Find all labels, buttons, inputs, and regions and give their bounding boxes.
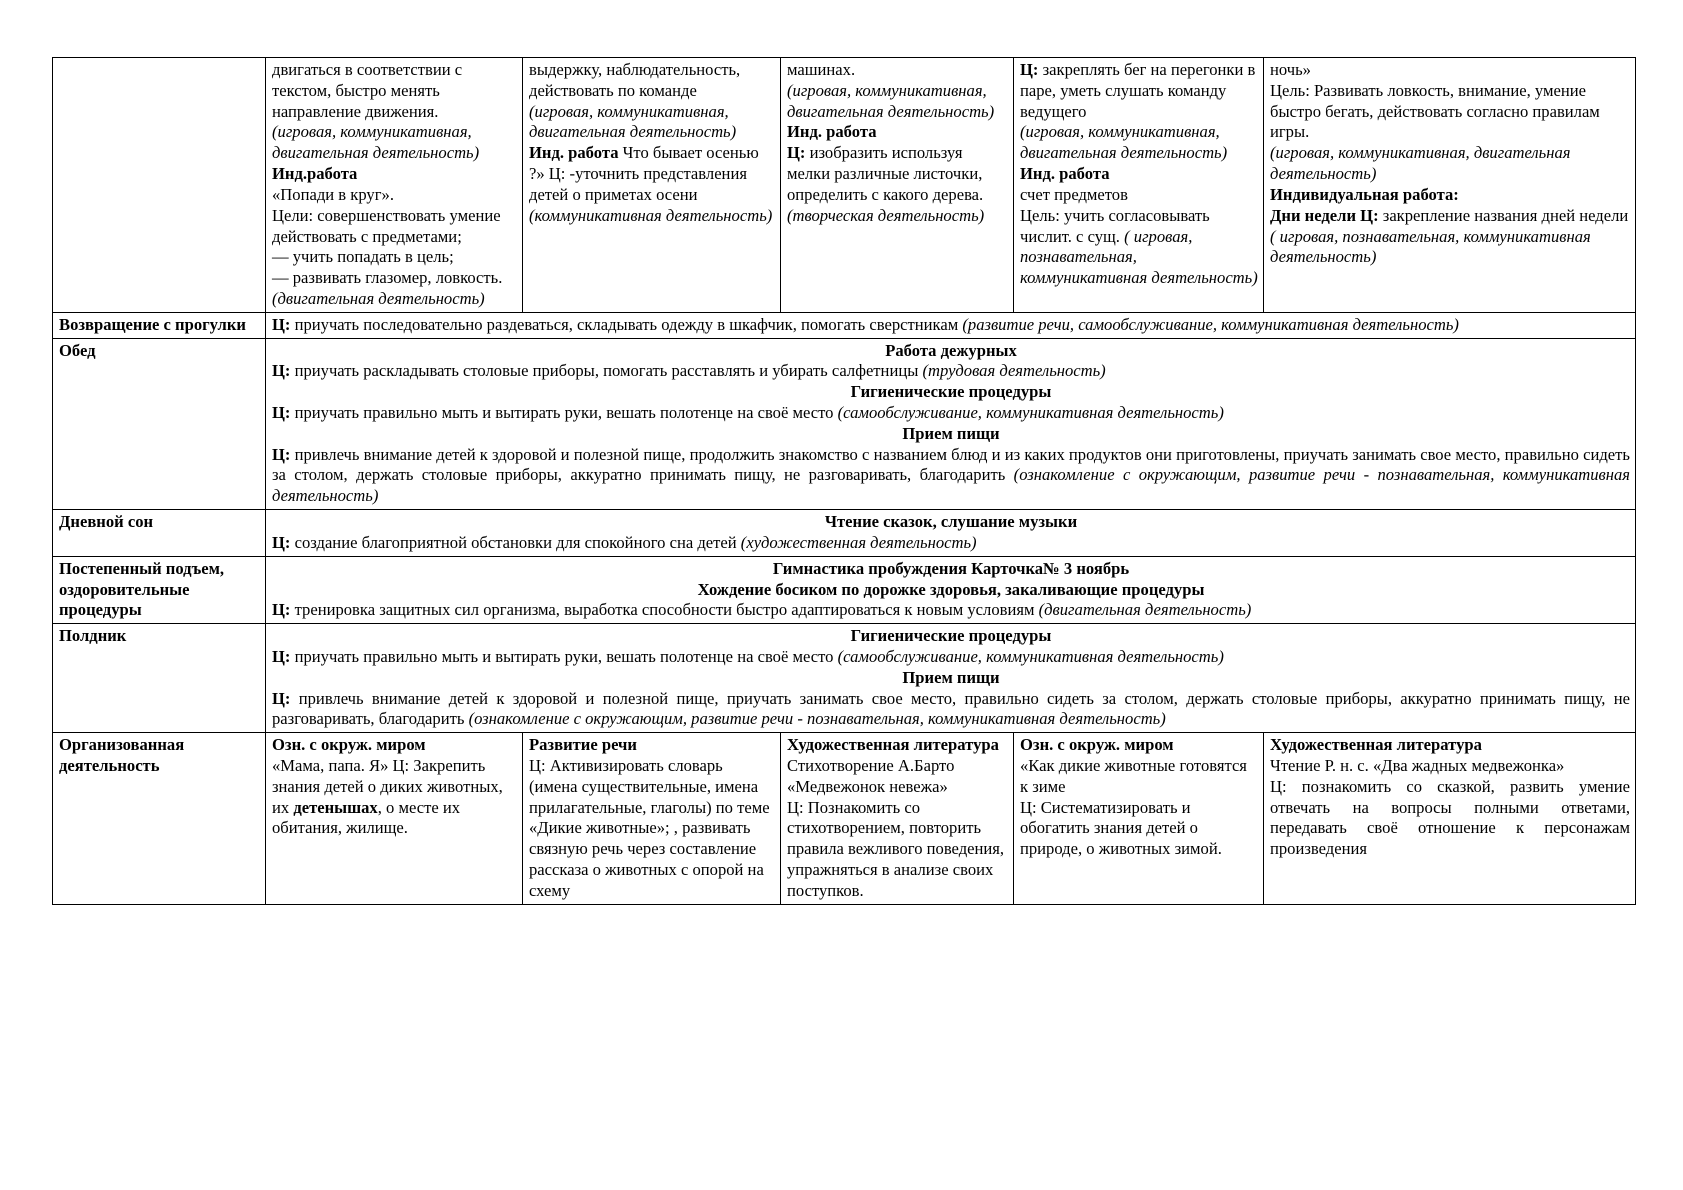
org-col1-heading: Озн. с окруж. миром bbox=[272, 735, 426, 755]
walk-col5-line5-italic: ( игровая, познавательная, коммуникативная деятельность) bbox=[1270, 226, 1591, 267]
walk-col1-line7 bbox=[272, 268, 517, 310]
gradual-rise-body bbox=[272, 600, 1630, 621]
org-col2-body: Ц: Активизировать словарь (имена существительные, имена прилагательные, глаголы) по теме «Дикие животные»; , развивать связную речь через составление рассказа о животных с опорой на схему bbox=[529, 756, 770, 900]
walk-col2-line3-rest: Что бывает осенью ?» Ц: -уточнить представления детей о приметах осени bbox=[529, 143, 759, 204]
row-label-return-from-walk: Возвращение с прогулки bbox=[53, 312, 266, 338]
org-col2-heading: Развитие речи bbox=[529, 735, 637, 755]
walk-col3-line1: машинах. bbox=[787, 60, 856, 79]
walk-col4-line4: счет предметов bbox=[1020, 184, 1128, 204]
walk-col5-line5-rest: закрепление названия дней недели bbox=[1378, 205, 1629, 225]
walk-col4-line3-bold: Инд. работа bbox=[1020, 164, 1110, 184]
walk-col1-line7-text: — развивать глазомер, ловкость. bbox=[272, 268, 503, 288]
org-col4-line2: Ц: Систематизировать и обогатить знания детей о природе, о животных зимой. bbox=[1020, 797, 1222, 859]
walk-col4-line1-bold: Ц: bbox=[1020, 60, 1039, 79]
table-row-organized-activity bbox=[53, 733, 1636, 905]
org-col1-line2-bold: детенышах bbox=[293, 797, 378, 817]
walk-col3-line4-italic: (творческая деятельность) bbox=[787, 205, 985, 225]
org-col5-line1: Чтение Р. н. с. «Два жадных медвежонка» bbox=[1270, 756, 1565, 775]
walk-col5-line5-bold: Дни недели Ц: bbox=[1270, 205, 1379, 225]
snack-body-meal-text: привлечь внимание детей к здоровой и полезной пище, приучать занимать свое место, правильно сидеть за столом, держать столовые приборы, аккуратно принимать пищу, не разговаривать, благодарить bbox=[272, 688, 1630, 729]
row-label-gradual-rise: Постепенный подъем, оздоровительные процедуры bbox=[53, 556, 266, 623]
lunch-heading-meal: Прием пищи bbox=[902, 423, 1000, 443]
walk-col3-line4-rest: изобразить используя мелки различные листочки, определить с какого дерева. bbox=[787, 143, 984, 204]
walk-col3-line4 bbox=[787, 143, 1008, 226]
walk-col5-line3-italic: (игровая, коммуникативная, двигательная деятельность) bbox=[1270, 143, 1571, 184]
walk-col2-line3 bbox=[529, 143, 775, 205]
walk-col4-line5-italic: ( игровая, познавательная, коммуникативная деятельность) bbox=[1020, 226, 1258, 288]
gradual-rise-body-text: тренировка защитных сил организма, выработка способности быстро адаптироваться к новым условиям bbox=[290, 600, 1039, 620]
walk-col1-line1: двигаться в соответствии с текстом, быстро менять направление движения. bbox=[272, 60, 463, 121]
snack-body-hygiene-bold: Ц: bbox=[272, 646, 291, 666]
walk-col4-line2-italic: (игровая, коммуникативная, двигательная деятельность) bbox=[1020, 122, 1228, 163]
cell-walk-col1 bbox=[266, 58, 523, 313]
walk-col2-line2-italic: (игровая, коммуникативная, двигательная деятельность) bbox=[529, 101, 737, 142]
row-label-day-sleep: Дневной сон bbox=[53, 510, 266, 557]
lunch-body-hygiene-text: приучать правильно мыть и вытирать руки, вешать полотенце на своё место bbox=[290, 403, 838, 422]
gradual-rise-body-bold: Ц: bbox=[272, 600, 291, 620]
lunch-body-duty-italic: (трудовая деятельность) bbox=[922, 361, 1106, 381]
snack-heading-meal: Прием пищи bbox=[902, 667, 1000, 687]
walk-col4-line5 bbox=[1020, 206, 1258, 289]
gradual-rise-heading1: Гимнастика пробуждения Карточка№ 3 ноябрь bbox=[772, 558, 1130, 578]
org-col4-heading: Озн. с окруж. миром bbox=[1020, 735, 1174, 755]
cell-org-col1 bbox=[266, 733, 523, 905]
table-row-day-sleep bbox=[53, 510, 1636, 557]
lunch-body-meal-italic: (ознакомление с окружающим, развитие речи - познавательная, коммуникативная деятельность) bbox=[272, 465, 1630, 506]
org-col1-line2 bbox=[272, 798, 517, 840]
return-from-walk-bold: Ц: bbox=[272, 314, 291, 334]
walk-col1-line7-italic: (двигательная деятельность) bbox=[272, 288, 485, 308]
row-label-empty bbox=[53, 58, 266, 313]
walk-col3-line3-bold: Инд. работа bbox=[787, 122, 877, 142]
lunch-body-hygiene-italic: (самообслуживание, коммуникативная деятельность) bbox=[837, 403, 1224, 422]
lunch-body-hygiene-bold: Ц: bbox=[272, 403, 291, 422]
walk-col1-line6: — учить попадать в цель; bbox=[272, 247, 454, 267]
snack-body-hygiene-italic: (самообслуживание, коммуникативная деятельность) bbox=[837, 646, 1224, 666]
lunch-body-duty bbox=[272, 361, 1630, 382]
return-from-walk-italic: (развитие речи, самообслуживание, коммуникативная деятельность) bbox=[962, 314, 1459, 334]
org-col3-line1: Стихотворение А.Барто «Медвежонок невежа» bbox=[787, 756, 955, 796]
walk-col1-line5: Цели: совершенствовать умение действовать с предметами; bbox=[272, 205, 501, 246]
cell-walk-col4 bbox=[1014, 58, 1264, 313]
cell-lunch bbox=[266, 338, 1636, 510]
walk-col1-line3-bold: Инд.работа bbox=[272, 164, 358, 184]
cell-afternoon-snack bbox=[266, 624, 1636, 733]
org-col5-line2: Ц: познакомить со сказкой, развить умение отвечать на вопросы полными ответами, передавать своё отношение к персонажам произведения bbox=[1270, 776, 1630, 859]
walk-col2-line1: выдержку, наблюдательность, действовать по команде bbox=[529, 60, 741, 100]
cell-return-from-walk bbox=[266, 312, 1636, 338]
cell-day-sleep bbox=[266, 510, 1636, 557]
lunch-body-duty-bold: Ц: bbox=[272, 361, 291, 381]
cell-org-col4 bbox=[1014, 733, 1264, 905]
snack-body-meal-italic: (ознакомление с окружающим, развитие речи - познавательная, коммуникативная деятельность) bbox=[468, 709, 1166, 729]
return-from-walk-body: приучать последовательно раздеваться, складывать одежду в шкафчик, помогать сверстникам bbox=[290, 314, 963, 334]
cell-walk-col3 bbox=[781, 58, 1014, 313]
org-col1-line2-post: , о месте их обитания, жилище. bbox=[272, 797, 461, 838]
row-label-lunch: Обед bbox=[53, 338, 266, 510]
cell-walk-col5 bbox=[1264, 58, 1636, 313]
walk-col1-line2-italic: (игровая, коммуникативная, двигательная деятельность) bbox=[272, 122, 480, 163]
walk-col5-line2: Цель: Развивать ловкость, внимание, умение быстро бегать, действовать согласно правилам игры. bbox=[1270, 80, 1600, 142]
walk-col4-line5-text: Цель: учить согласовывать числит. с сущ. bbox=[1020, 205, 1210, 246]
org-col1-line2-pre: их bbox=[272, 797, 294, 817]
walk-col1-line4: «Попади в круг». bbox=[272, 184, 394, 204]
day-sleep-body-italic: (художественная деятельность) bbox=[740, 532, 977, 552]
cell-org-col2 bbox=[523, 733, 781, 905]
walk-col5-line4-bold: Индивидуальная работа: bbox=[1270, 184, 1459, 204]
snack-body-hygiene bbox=[272, 647, 1630, 668]
cell-gradual-rise bbox=[266, 556, 1636, 623]
walk-col2-line4-italic: (коммуникативная деятельность) bbox=[529, 205, 773, 225]
daily-plan-table bbox=[52, 57, 1636, 905]
day-sleep-body-bold: Ц: bbox=[272, 532, 291, 552]
walk-col3-line4-bold: Ц: bbox=[787, 143, 806, 163]
lunch-body-hygiene bbox=[272, 403, 1630, 424]
snack-body-hygiene-text: приучать правильно мыть и вытирать руки, вешать полотенце на своё место bbox=[290, 646, 838, 666]
cell-org-col3 bbox=[781, 733, 1014, 905]
snack-body-meal-bold: Ц: bbox=[272, 688, 291, 708]
org-col3-heading: Художественная литература bbox=[787, 735, 999, 755]
snack-body-meal bbox=[272, 689, 1630, 731]
walk-col4-line1 bbox=[1020, 60, 1258, 122]
table-row-afternoon-snack bbox=[53, 624, 1636, 733]
lunch-body-meal-bold: Ц: bbox=[272, 444, 291, 464]
cell-walk-col2 bbox=[523, 58, 781, 313]
table-row-walk-continued bbox=[53, 58, 1636, 313]
day-sleep-body-text: создание благоприятной обстановки для спокойного сна детей bbox=[290, 532, 741, 552]
walk-col5-line5 bbox=[1270, 206, 1630, 268]
org-col3-line2: Ц: Познакомить со стихотворением, повторить правила вежливого поведения, упражняться в анализе своих поступков. bbox=[787, 797, 1005, 900]
row-label-organized-activity: Организованная деятельность bbox=[53, 733, 266, 905]
org-col5-heading: Художественная литература bbox=[1270, 735, 1482, 755]
walk-col5-line1: ночь» bbox=[1270, 60, 1311, 79]
return-from-walk-text bbox=[272, 315, 1630, 336]
table-row-gradual-rise bbox=[53, 556, 1636, 623]
org-col4-line1: «Как дикие животные готовятся к зиме bbox=[1020, 756, 1247, 796]
gradual-rise-heading2: Хождение босиком по дорожке здоровья, закаливающие процедуры bbox=[697, 579, 1205, 599]
cell-org-col5 bbox=[1264, 733, 1636, 905]
table-row-lunch bbox=[53, 338, 1636, 510]
lunch-heading-duty: Работа дежурных bbox=[885, 340, 1017, 360]
table-row-return-from-walk bbox=[53, 312, 1636, 338]
lunch-body-meal-text: привлечь внимание детей к здоровой и полезной пище, продолжить знакомство с названием блюд и из каких продуктов они приготовлены, приучать занимать свое место, правильно сидеть за столом, держать столовые приборы, аккуратно принимать пищу, не разговаривать, благодарить bbox=[272, 444, 1630, 485]
day-sleep-heading: Чтение сказок, слушание музыки bbox=[824, 512, 1078, 532]
lunch-heading-hygiene: Гигиенические процедуры bbox=[850, 382, 1052, 402]
gradual-rise-body-italic: (двигательная деятельность) bbox=[1038, 600, 1252, 620]
walk-col4-line1-rest: закреплять бег на перегонки в паре, уметь слушать команду ведущего bbox=[1020, 60, 1256, 121]
row-label-afternoon-snack: Полдник bbox=[53, 624, 266, 733]
walk-col2-line3-bold: Инд. работа bbox=[529, 143, 619, 163]
snack-heading-hygiene: Гигиенические процедуры bbox=[850, 626, 1052, 646]
day-sleep-body bbox=[272, 533, 1630, 554]
org-col1-line1: «Мама, папа. Я» Ц: Закрепить знания детей о диких животных, bbox=[272, 756, 503, 796]
lunch-body-duty-text: приучать раскладывать столовые приборы, помогать расставлять и убирать салфетницы bbox=[290, 361, 923, 381]
walk-col3-line2-italic: (игровая, коммуникативная, двигательная деятельность) bbox=[787, 80, 995, 121]
lunch-body-meal bbox=[272, 445, 1630, 507]
